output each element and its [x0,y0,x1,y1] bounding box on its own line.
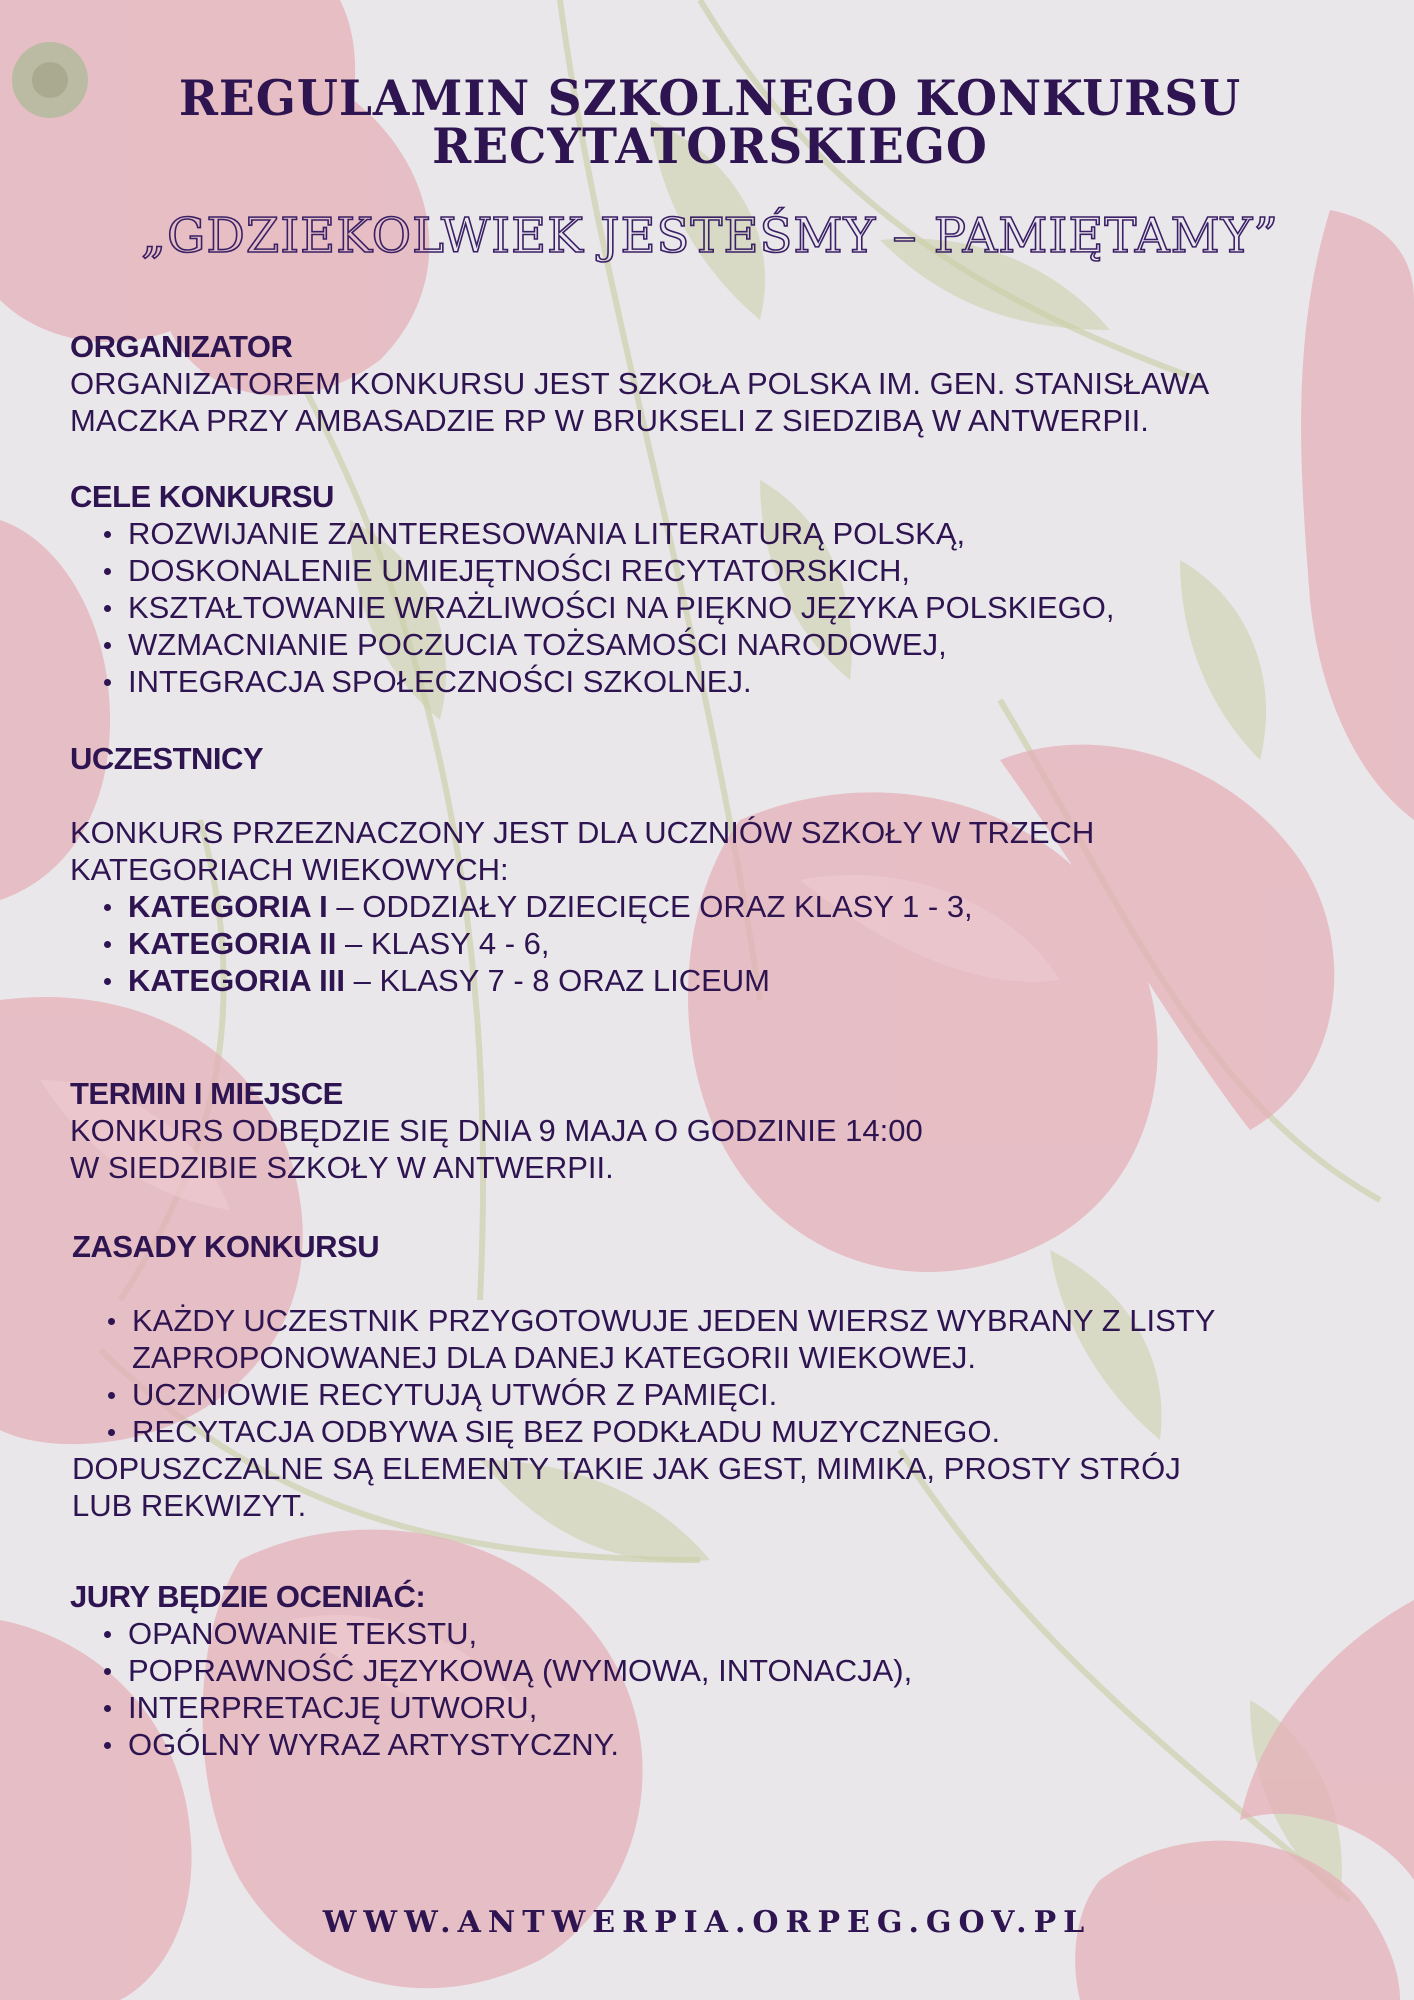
section-organizer [70,328,1340,439]
rules-note-line: LUB REKWIZYT. [72,1488,307,1523]
category-name: KATEGORIA III [128,963,345,998]
rules-list [70,1302,1320,1450]
category-item [70,962,1340,999]
contest-motto: „GDZIEKOLWIEK JESTEŚMY – PAMIĘTAMY” [141,208,1279,264]
category-name: KATEGORIA I [128,889,328,924]
spacer [70,777,1340,814]
jury-criteria-item: OGÓLNY WYRAZ ARTYSTYCZNY. [70,1726,1340,1763]
category-item [70,925,1340,962]
rules-list-item: KAŻDY UCZESTNIK PRZYGOTOWUJE JEDEN WIERSZ WYBRANY Z LISTY ZAPROPONOWANEJ DLA DANEJ KATEGORII WIEKOWEJ. [70,1302,1320,1376]
category-name: KATEGORIA II [128,926,337,961]
jury-criteria-item: POPRAWNOŚĆ JĘZYKOWĄ (WYMOWA, INTONACJA), [70,1652,1340,1689]
organizer-text-line: MACZKA PRZY AMBASADZIE RP W BRUKSELI Z SIEDZIBĄ W ANTWERPII. [70,403,1149,438]
participants-text-line: KATEGORIACH WIEKOWYCH: [70,852,509,887]
rules-list-item: UCZNIOWIE RECYTUJĄ UTWÓR Z PAMIĘCI. [70,1376,1320,1413]
rules-heading: ZASADY KONKURSU [72,1229,380,1264]
rules-note-line: DOPUSZCZALNE SĄ ELEMENTY TAKIE JAK GEST, MIMIKA, PROSTY STRÓJ [72,1451,1181,1486]
jury-heading: JURY BĘDZIE OCENIAĆ: [70,1579,426,1614]
date-place-heading: TERMIN I MIEJSCE [70,1076,343,1111]
organizer-text-line: ORGANIZATOREM KONKURSU JEST SZKOŁA POLSKA IM. GEN. STANISŁAWA [70,366,1210,401]
date-place-text-line: W SIEDZIBIE SZKOŁY W ANTWERPII. [70,1150,614,1185]
categories-list [70,888,1340,999]
goals-list [70,515,1340,700]
section-jury [70,1578,1340,1763]
jury-criteria-item: OPANOWANIE TEKSTU, [70,1615,1340,1652]
section-participants [70,740,1340,999]
goals-list-item: ROZWIJANIE ZAINTERESOWANIA LITERATURĄ POLSKĄ, [70,515,1340,552]
section-rules [70,1228,1340,1524]
section-date-place [70,1075,1340,1186]
category-item [70,888,1340,925]
jury-criteria-list [70,1615,1340,1763]
category-desc: – KLASY 4 - 6, [336,926,550,961]
goals-list-item: INTEGRACJA SPOŁECZNOŚCI SZKOLNEJ. [70,663,1340,700]
participants-heading: UCZESTNICY [70,741,264,776]
website-url: WWW.ANTWERPIA.ORPEG.GOV.PL [322,1905,1092,1940]
date-place-text-line: KONKURS ODBĘDZIE SIĘ DNIA 9 MAJA O GODZINIE 14:00 [70,1113,923,1148]
title-line-1: REGULAMIN SZKOLNEGO KONKURSU [178,69,1242,127]
participants-text-line: KONKURS PRZEZNACZONY JEST DLA UCZNIÓW SZKOŁY W TRZECH [70,815,1095,850]
goals-heading: CELE KONKURSU [70,479,334,514]
rules-list-item: RECYTACJA ODBYWA SIĘ BEZ PODKŁADU MUZYCZNEGO. [70,1413,1320,1450]
section-goals [70,478,1340,700]
goals-list-item: KSZTAŁTOWANIE WRAŻLIWOŚCI NA PIĘKNO JĘZYKA POLSKIEGO, [70,589,1340,626]
category-desc: – KLASY 7 - 8 ORAZ LICEUM [345,963,770,998]
goals-list-item: WZMACNIANIE POCZUCIA TOŻSAMOŚCI NARODOWEJ, [70,626,1340,663]
goals-list-item: DOSKONALENIE UMIEJĘTNOŚCI RECYTATORSKICH, [70,552,1340,589]
organizer-heading: ORGANIZATOR [70,329,293,364]
jury-criteria-item: INTERPRETACJĘ UTWORU, [70,1689,1340,1726]
spacer [70,1265,1340,1302]
title-line-2: RECYTATORSKIEGO [432,117,988,175]
category-desc: – ODDZIAŁY DZIECIĘCE ORAZ KLASY 1 - 3, [327,889,973,924]
